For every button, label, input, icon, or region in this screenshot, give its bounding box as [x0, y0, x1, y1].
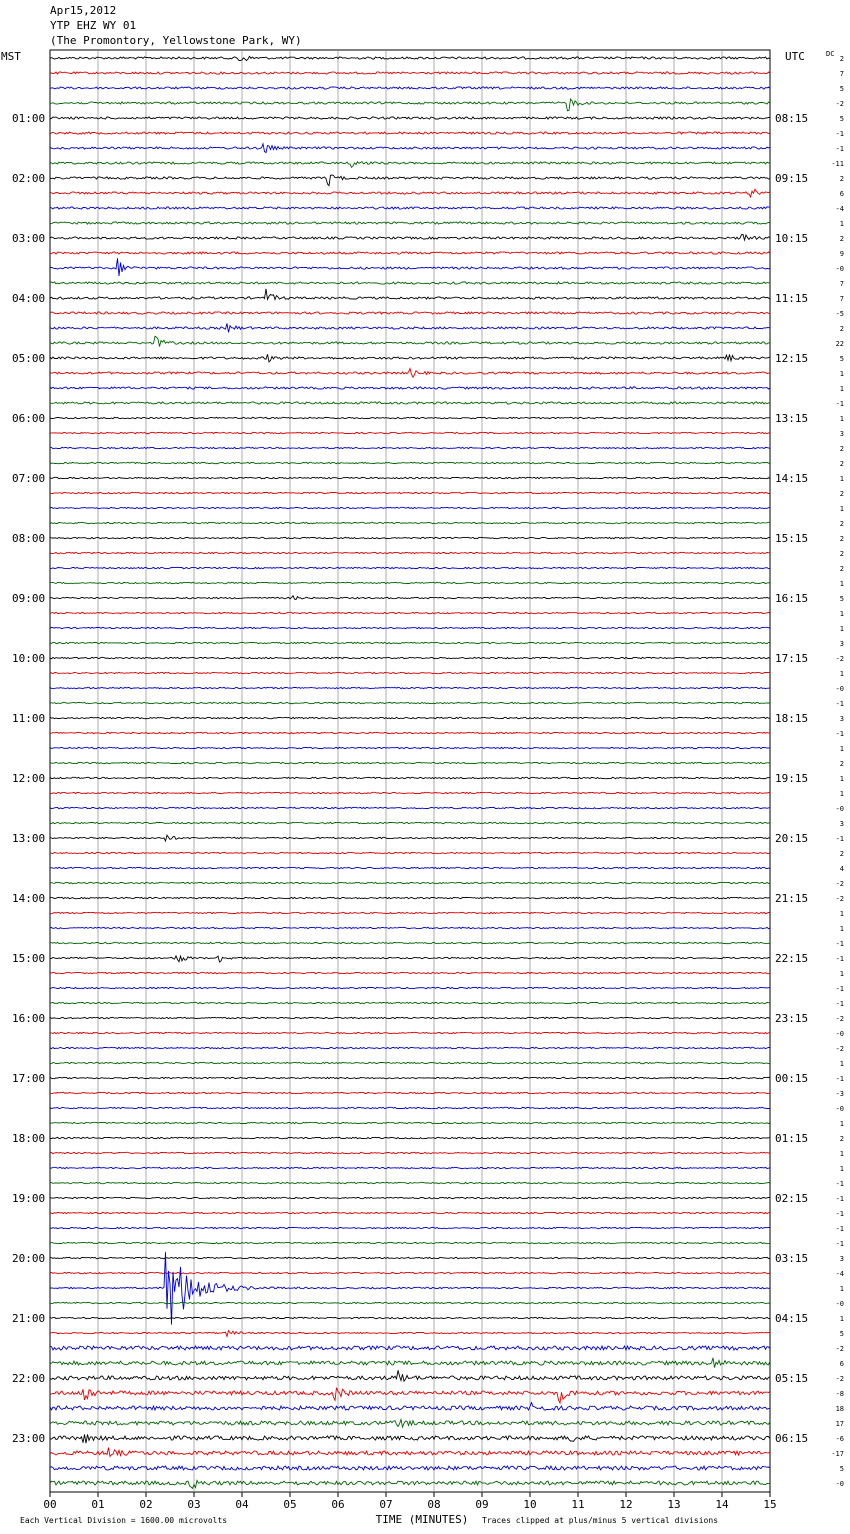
- seismic-trace: [50, 1182, 770, 1183]
- mst-hour-label: 23:00: [12, 1432, 46, 1445]
- dc-offset-label: -0: [835, 265, 844, 273]
- dc-offset-label: -17: [831, 1450, 844, 1458]
- seismic-trace: [50, 582, 770, 583]
- mst-hour-label: 14:00: [12, 892, 46, 905]
- dc-offset-label: -2: [835, 1015, 844, 1023]
- dc-offset-label: 1: [839, 1285, 844, 1293]
- seismic-trace: [50, 672, 770, 673]
- x-tick-label: 07: [379, 1498, 393, 1511]
- dc-offset-label: -1: [835, 1180, 844, 1188]
- mst-hour-label: 19:00: [12, 1192, 46, 1205]
- x-axis-title: TIME (MINUTES): [375, 1513, 469, 1526]
- seismic-trace: [50, 507, 770, 508]
- dc-offset-label: 5: [839, 115, 844, 123]
- dc-offset-label: -1: [835, 730, 844, 738]
- dc-offset-label: -2: [835, 880, 844, 888]
- utc-hour-label: 11:15: [775, 292, 809, 305]
- seismic-trace: [50, 792, 770, 793]
- seismic-trace: [50, 1480, 770, 1488]
- mst-hour-label: 17:00: [12, 1072, 46, 1085]
- seismic-trace: [50, 1092, 770, 1093]
- seismic-trace: [50, 282, 770, 284]
- dc-offset-label: 2: [839, 175, 844, 183]
- seismic-trace: [50, 762, 770, 763]
- seismic-trace: [50, 1017, 770, 1018]
- x-tick-label: 06: [331, 1498, 345, 1511]
- dc-offset-label: 3: [839, 430, 844, 438]
- dc-offset-label: 2: [839, 850, 844, 858]
- dc-offset-label: -1: [835, 985, 844, 993]
- seismic-trace: [50, 612, 770, 613]
- dc-offset-label: -1: [835, 1195, 844, 1203]
- x-tick-label: 12: [619, 1498, 633, 1511]
- seismic-trace: [50, 1448, 770, 1457]
- dc-offset-label: -3: [835, 1090, 844, 1098]
- utc-hour-label: 19:15: [775, 772, 809, 785]
- dc-offset-label: 9: [839, 250, 844, 258]
- mst-hour-label: 08:00: [12, 532, 46, 545]
- utc-hour-label: 00:15: [775, 1072, 809, 1085]
- seismic-trace: [50, 747, 770, 748]
- seismic-trace: [50, 162, 770, 168]
- seismic-trace: [50, 1107, 770, 1108]
- mst-hour-label: 10:00: [12, 652, 46, 665]
- seismic-trace: [50, 175, 770, 186]
- seismic-trace: [50, 258, 770, 276]
- x-tick-label: 05: [283, 1498, 297, 1511]
- seismic-trace: [50, 642, 770, 643]
- dc-offset-label: -2: [835, 1345, 844, 1353]
- seismic-trace: [50, 1227, 770, 1228]
- seismic-trace: [50, 1062, 770, 1063]
- seismic-trace: [50, 835, 770, 841]
- seismic-trace: [50, 234, 770, 240]
- dc-offset-label: 5: [839, 1465, 844, 1473]
- dc-offset-label: 1: [839, 745, 844, 753]
- dc-offset-label: -1: [835, 700, 844, 708]
- seismic-trace: [50, 189, 770, 197]
- utc-hour-label: 18:15: [775, 712, 809, 725]
- dc-offset-label: -1: [835, 130, 844, 138]
- seismic-trace: [50, 1212, 770, 1213]
- dc-offset-label: -1: [835, 1075, 844, 1083]
- x-tick-label: 11: [571, 1498, 585, 1511]
- seismic-trace: [50, 927, 770, 928]
- mst-hour-label: 05:00: [12, 352, 46, 365]
- dc-offset-label: -1: [835, 955, 844, 963]
- dc-offset-label: -2: [835, 1045, 844, 1053]
- seismic-trace: [50, 132, 770, 134]
- utc-hour-label: 09:15: [775, 172, 809, 185]
- seismic-trace: [50, 462, 770, 463]
- utc-hour-label: 04:15: [775, 1312, 809, 1325]
- seismic-trace: [50, 627, 770, 628]
- mst-hour-label: 16:00: [12, 1012, 46, 1025]
- dc-offset-label: 5: [839, 595, 844, 603]
- utc-hour-label: 12:15: [775, 352, 809, 365]
- dc-offset-label: 2: [839, 235, 844, 243]
- seismic-trace: [50, 882, 770, 883]
- x-tick-label: 14: [715, 1498, 729, 1511]
- dc-offset-label: -1: [835, 835, 844, 843]
- dc-offset-label: 4: [839, 865, 844, 873]
- seismic-trace: [50, 1077, 770, 1078]
- seismic-trace: [50, 897, 770, 898]
- dc-offset-label: 1: [839, 415, 844, 423]
- seismic-trace: [50, 1370, 770, 1381]
- dc-offset-label: -4: [835, 1270, 844, 1278]
- plot-frame: [50, 50, 770, 1492]
- dc-offset-label: -0: [835, 1480, 844, 1488]
- chart-date: Apr15,2012: [50, 4, 117, 17]
- utc-hour-label: 23:15: [775, 1012, 809, 1025]
- seismic-trace: [50, 289, 770, 300]
- scale-note: Each Vertical Division = 1600.00 microvolts: [20, 1516, 228, 1525]
- mst-hour-label: 20:00: [12, 1252, 46, 1265]
- seismic-trace: [50, 144, 770, 153]
- x-tick-label: 03: [187, 1498, 201, 1511]
- seismic-trace: [50, 1167, 770, 1168]
- dc-offset-label: -1: [835, 1210, 844, 1218]
- seismic-trace: [50, 687, 770, 688]
- seismic-trace: [50, 1272, 770, 1273]
- seismic-trace: [50, 1346, 770, 1350]
- seismic-traces: [50, 56, 770, 1488]
- seismic-trace: [50, 1434, 770, 1443]
- dc-offset-label: 1: [839, 385, 844, 393]
- seismic-trace: [50, 987, 770, 988]
- dc-offset-label: 1: [839, 1120, 844, 1128]
- dc-offset-label: -0: [835, 685, 844, 693]
- dc-offset-label: 1: [839, 1315, 844, 1323]
- dc-offset-label: 17: [835, 1420, 844, 1428]
- dc-offset-label: -2: [835, 895, 844, 903]
- mst-hour-label: 03:00: [12, 232, 46, 245]
- dc-offset-label: 2: [839, 520, 844, 528]
- mst-hour-label: 13:00: [12, 832, 46, 845]
- utc-hour-label: 10:15: [775, 232, 809, 245]
- mst-axis-label: MST: [1, 50, 21, 63]
- utc-hour-label: 14:15: [775, 472, 809, 485]
- seismic-trace: [50, 777, 770, 778]
- dc-offset-label: 1: [839, 580, 844, 588]
- seismic-trace: [50, 1197, 770, 1198]
- dc-offset-label: 5: [839, 355, 844, 363]
- dc-offset-label: 6: [839, 190, 844, 198]
- dc-offset-label: -0: [835, 805, 844, 813]
- x-tick-label: 13: [667, 1498, 681, 1511]
- seismic-trace: [50, 1466, 770, 1470]
- dc-offset-label: 1: [839, 220, 844, 228]
- seismic-trace: [50, 537, 770, 538]
- dc-offset-label: -1: [835, 1225, 844, 1233]
- dc-offset-label: 1: [839, 925, 844, 933]
- dc-offset-label: 3: [839, 715, 844, 723]
- seismic-trace: [50, 717, 770, 718]
- dc-offset-label: -2: [835, 100, 844, 108]
- x-tick-label: 09: [475, 1498, 489, 1511]
- dc-offset-label: -5: [835, 310, 844, 318]
- dc-offset-label: 3: [839, 640, 844, 648]
- dc-offset-label: 2: [839, 445, 844, 453]
- seismic-trace: [50, 492, 770, 493]
- seismic-trace: [50, 912, 770, 913]
- seismic-trace: [50, 942, 770, 943]
- seismic-trace: [50, 596, 770, 600]
- seismic-trace: [50, 72, 770, 74]
- dc-offset-label: -1: [835, 1000, 844, 1008]
- seismic-trace: [50, 1252, 770, 1325]
- dc-offset-label: 3: [839, 820, 844, 828]
- seismic-trace: [50, 1137, 770, 1138]
- dc-offset-label: 2: [839, 490, 844, 498]
- seismic-trace: [50, 822, 770, 823]
- mst-hour-label: 06:00: [12, 412, 46, 425]
- dc-offset-label: 1: [839, 670, 844, 678]
- seismic-trace: [50, 207, 770, 209]
- dc-offset-label: 5: [839, 85, 844, 93]
- seismic-trace: [50, 369, 770, 378]
- dc-offset-label: -2: [835, 655, 844, 663]
- dc-offset-label: 1: [839, 970, 844, 978]
- dc-offset-label: 1: [839, 1150, 844, 1158]
- utc-hour-label: 05:15: [775, 1372, 809, 1385]
- dc-offset-label: -2: [835, 1375, 844, 1383]
- dc-offset-label: -11: [831, 160, 844, 168]
- seismic-trace: [50, 1047, 770, 1048]
- dc-offset-label: 1: [839, 910, 844, 918]
- dc-offset-label: 6: [839, 1360, 844, 1368]
- clip-note: Traces clipped at plus/minus 5 vertical divisions: [482, 1516, 719, 1525]
- dc-offset-label: -4: [835, 205, 844, 213]
- dc-offset-label: -0: [835, 1300, 844, 1308]
- x-tick-label: 10: [523, 1498, 537, 1511]
- dc-offset-label: 2: [839, 1135, 844, 1143]
- seismic-trace: [50, 1257, 770, 1258]
- mst-hour-label: 12:00: [12, 772, 46, 785]
- dc-offset-label: 2: [839, 760, 844, 768]
- seismic-trace: [50, 402, 770, 404]
- seismic-trace: [50, 732, 770, 733]
- chart-location: (The Promontory, Yellowstone Park, WY): [50, 34, 302, 47]
- x-tick-label: 15: [763, 1498, 777, 1511]
- dc-offset-label: -0: [835, 1030, 844, 1038]
- dc-offset-label: 7: [839, 295, 844, 303]
- dc-offset-label: 1: [839, 790, 844, 798]
- mst-hour-label: 09:00: [12, 592, 46, 605]
- seismic-trace: [50, 87, 770, 89]
- seismic-trace: [50, 387, 770, 389]
- utc-hour-label: 20:15: [775, 832, 809, 845]
- dc-offset-label: 2: [839, 460, 844, 468]
- seismic-trace: [50, 1032, 770, 1033]
- utc-hour-label: 03:15: [775, 1252, 809, 1265]
- x-tick-label: 08: [427, 1498, 441, 1511]
- utc-hour-label: 08:15: [775, 112, 809, 125]
- utc-axis-label: UTC: [785, 50, 805, 63]
- dc-offset-label: 1: [839, 1060, 844, 1068]
- seismic-trace: [50, 1242, 770, 1243]
- chart-station: YTP EHZ WY 01: [50, 19, 137, 32]
- dc-offset-label: -8: [835, 1390, 844, 1398]
- mst-hour-label: 02:00: [12, 172, 46, 185]
- utc-hour-label: 06:15: [775, 1432, 809, 1445]
- seismic-trace: [50, 354, 770, 362]
- seismic-trace: [50, 99, 770, 111]
- utc-hour-label: 01:15: [775, 1132, 809, 1145]
- dc-header-label: DC: [826, 50, 835, 58]
- seismic-trace: [50, 567, 770, 568]
- dc-offset-label: 1: [839, 625, 844, 633]
- seismic-trace: [50, 956, 770, 962]
- seismic-trace: [50, 552, 770, 553]
- mst-hour-label: 18:00: [12, 1132, 46, 1145]
- dc-offset-label: 1: [839, 475, 844, 483]
- dc-offset-label: 18: [835, 1405, 844, 1413]
- dc-offset-label: 22: [835, 340, 844, 348]
- mst-hour-label: 11:00: [12, 712, 46, 725]
- seismic-trace: [50, 447, 770, 448]
- mst-hour-label: 07:00: [12, 472, 46, 485]
- seismic-trace: [50, 867, 770, 868]
- seismic-trace: [50, 702, 770, 703]
- dc-offset-label: 2: [839, 565, 844, 573]
- dc-offset-label: -0: [835, 1105, 844, 1113]
- seismic-trace: [50, 807, 770, 808]
- dc-offset-label: 2: [839, 55, 844, 63]
- dc-offset-label: 1: [839, 370, 844, 378]
- seismic-trace: [50, 477, 770, 478]
- dc-offset-label: 7: [839, 280, 844, 288]
- x-tick-label: 04: [235, 1498, 249, 1511]
- dc-offset-label: -1: [835, 1240, 844, 1248]
- seismic-trace: [50, 1388, 770, 1403]
- seismic-trace: [50, 1331, 770, 1337]
- seismic-trace: [50, 1152, 770, 1153]
- utc-hour-label: 21:15: [775, 892, 809, 905]
- axis-labels: [1, 50, 844, 1526]
- seismic-trace: [50, 1302, 770, 1303]
- seismic-trace: [50, 417, 770, 418]
- x-tick-label: 02: [139, 1498, 153, 1511]
- dc-offset-label: 2: [839, 550, 844, 558]
- seismic-trace: [50, 312, 770, 314]
- mst-hour-label: 21:00: [12, 1312, 46, 1325]
- dc-offset-label: 1: [839, 505, 844, 513]
- seismic-trace: [50, 1403, 770, 1411]
- utc-hour-label: 13:15: [775, 412, 809, 425]
- dc-offset-label: 1: [839, 610, 844, 618]
- dc-offset-label: 1: [839, 775, 844, 783]
- seismic-trace: [50, 1002, 770, 1003]
- dc-offset-label: 3: [839, 1255, 844, 1263]
- utc-hour-label: 17:15: [775, 652, 809, 665]
- utc-hour-label: 16:15: [775, 592, 809, 605]
- mst-hour-label: 15:00: [12, 952, 46, 965]
- seismic-trace: [50, 852, 770, 853]
- seismic-trace: [50, 432, 770, 433]
- seismic-trace: [50, 336, 770, 346]
- mst-hour-label: 22:00: [12, 1372, 46, 1385]
- x-tick-label: 01: [91, 1498, 105, 1511]
- dc-offset-label: -1: [835, 940, 844, 948]
- seismic-trace: [50, 1420, 770, 1428]
- seismic-trace: [50, 323, 770, 332]
- x-tick-label: 00: [43, 1498, 57, 1511]
- seismic-trace: [50, 657, 770, 658]
- seismic-trace: [50, 222, 770, 224]
- mst-hour-label: 04:00: [12, 292, 46, 305]
- dc-offset-label: 5: [839, 1330, 844, 1338]
- seismic-trace: [50, 252, 770, 254]
- seismic-trace: [50, 117, 770, 119]
- dc-offset-label: 1: [839, 1165, 844, 1173]
- seismic-trace: [50, 522, 770, 523]
- seismic-trace: [50, 972, 770, 973]
- utc-hour-label: 02:15: [775, 1192, 809, 1205]
- utc-hour-label: 15:15: [775, 532, 809, 545]
- mst-hour-label: 01:00: [12, 112, 46, 125]
- dc-offset-label: 2: [839, 325, 844, 333]
- dc-offset-label: 7: [839, 70, 844, 78]
- seismic-trace: [50, 1122, 770, 1123]
- utc-hour-label: 22:15: [775, 952, 809, 965]
- seismic-trace: [50, 1358, 770, 1368]
- seismic-trace: [50, 1317, 770, 1318]
- seismic-trace: [50, 56, 770, 60]
- dc-offset-label: -1: [835, 145, 844, 153]
- dc-offset-label: -6: [835, 1435, 844, 1443]
- dc-offset-label: 2: [839, 535, 844, 543]
- dc-offset-label: -1: [835, 400, 844, 408]
